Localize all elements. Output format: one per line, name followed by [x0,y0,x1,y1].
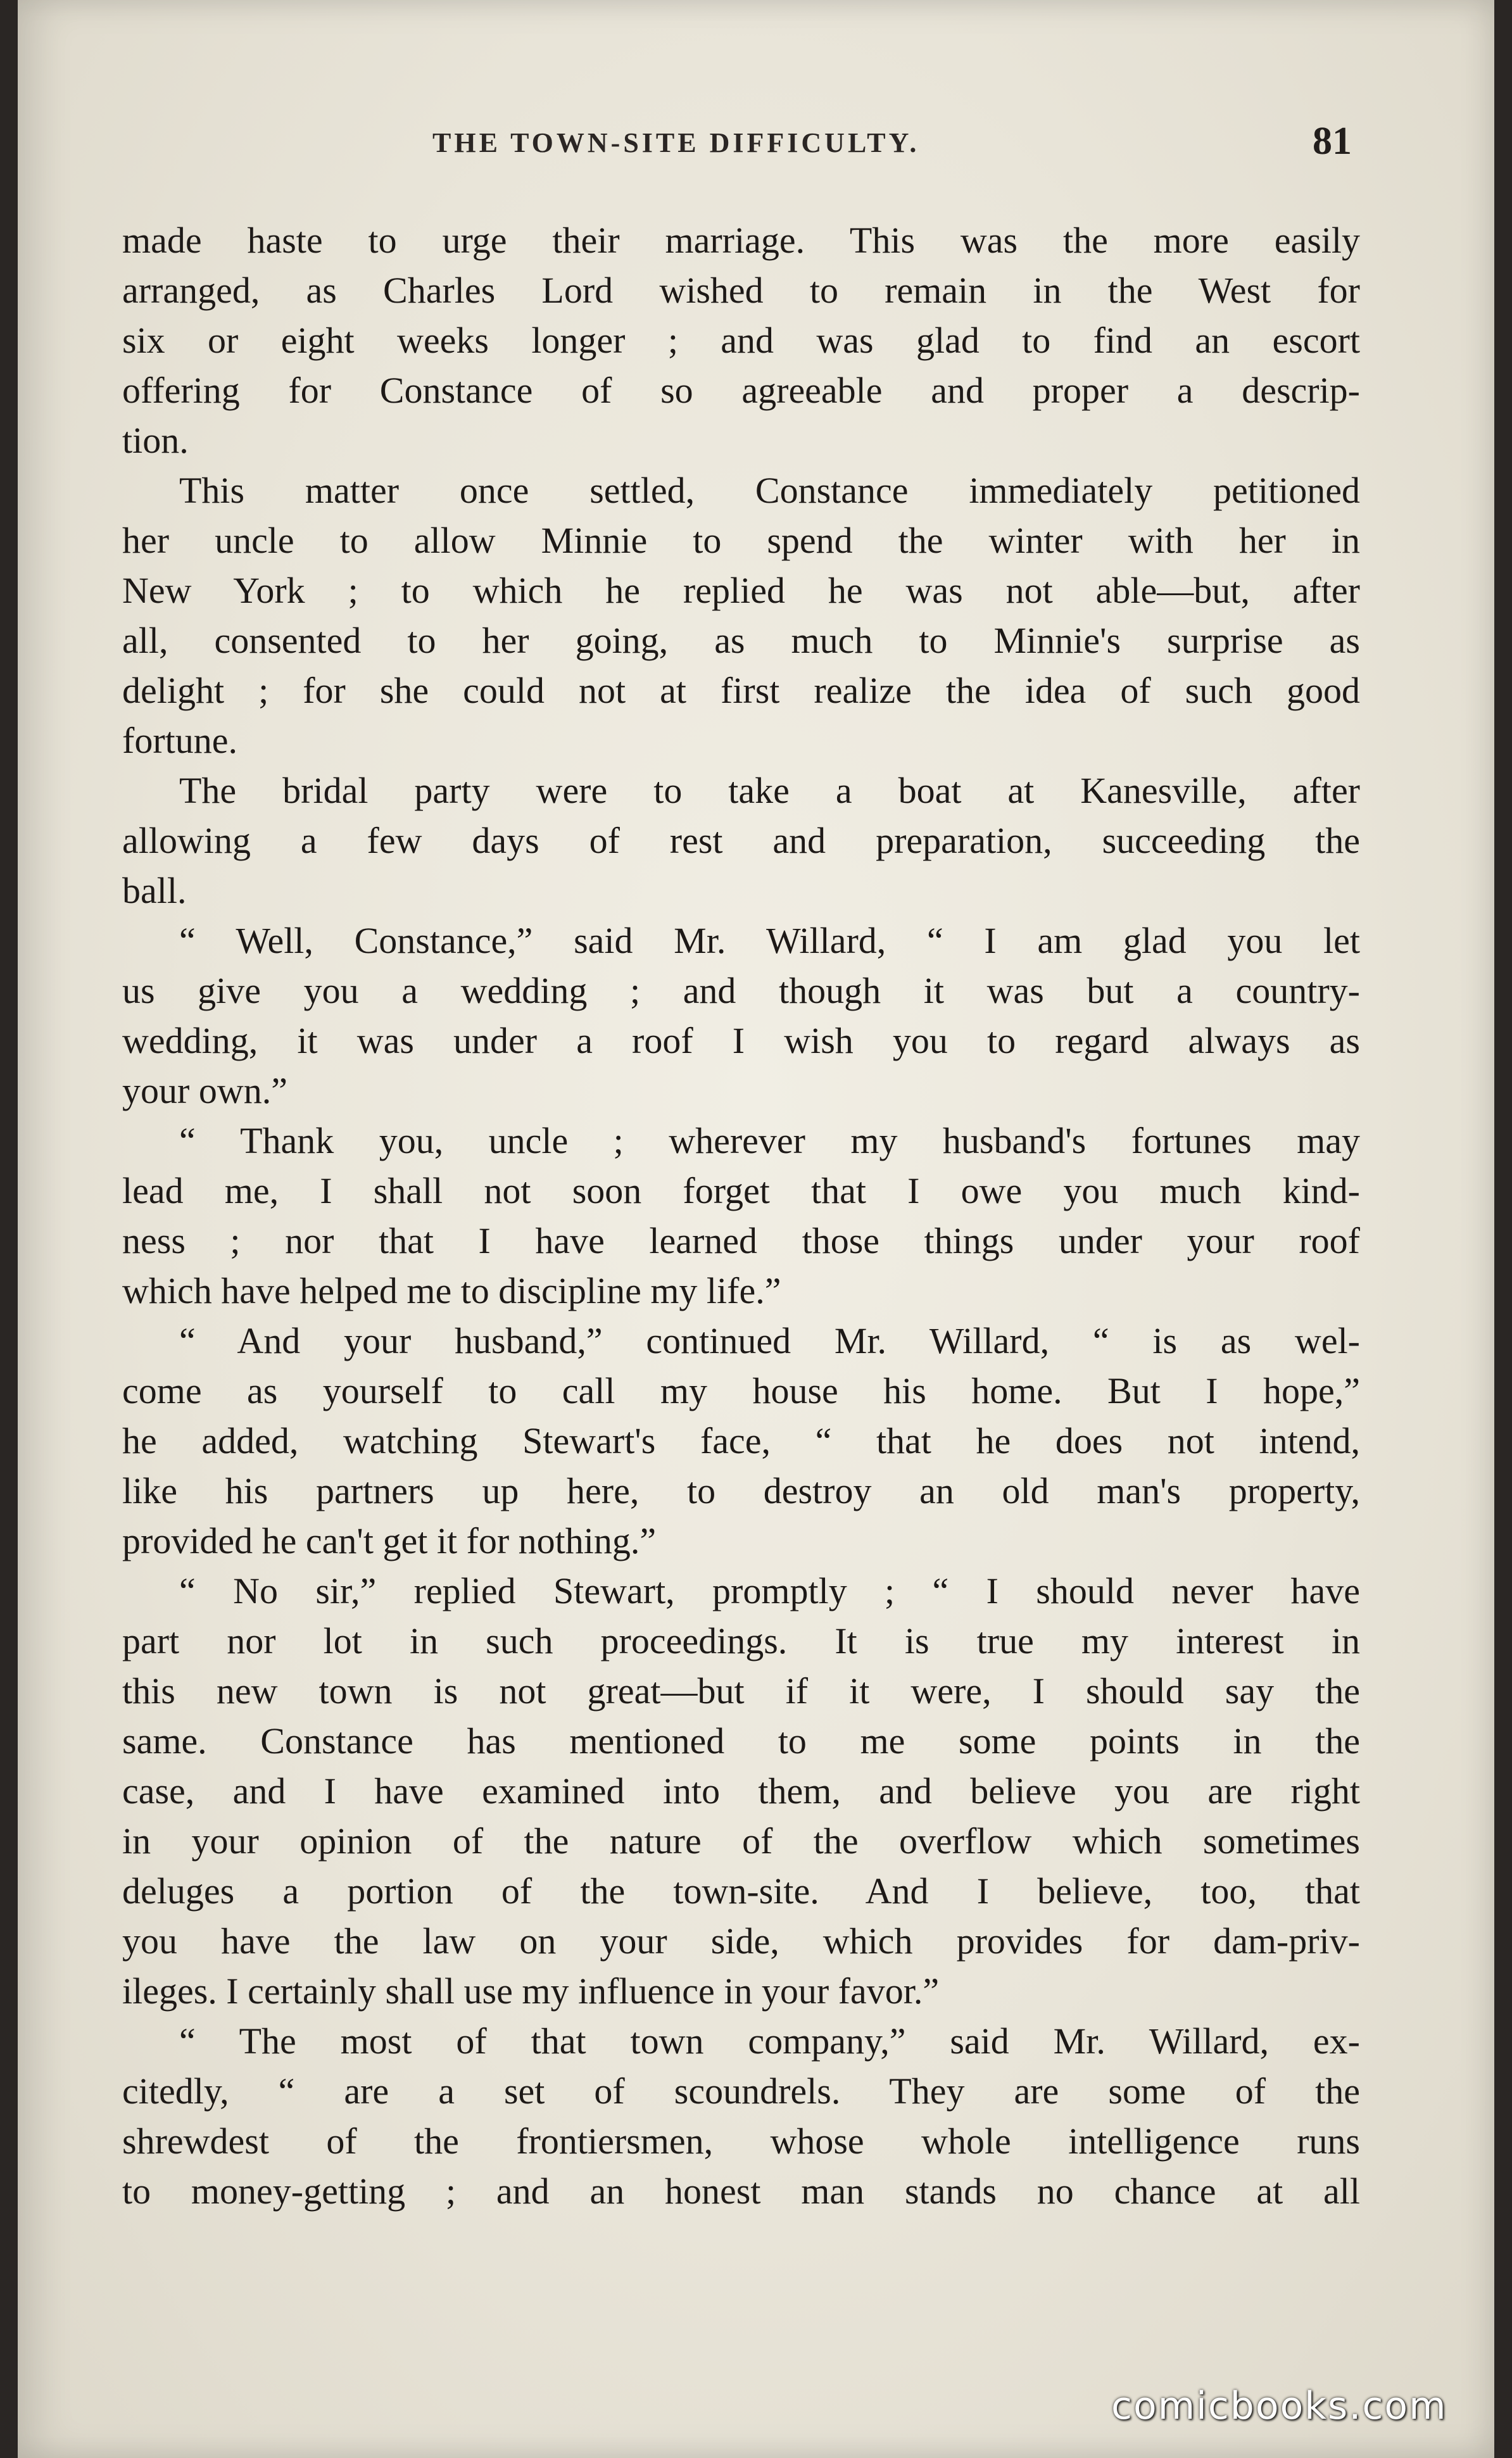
text-line: deluges a portion of the town-site. And I believe, too, that [122,1870,1360,1912]
text-line: fortune. [122,720,237,761]
text-line: shrewdest of the frontiersmen, whose whole intelligence runs [122,2121,1360,2162]
text-line: to money-getting ; and an honest man stands no chance at all [122,2171,1360,2212]
paragraph [122,1316,1360,1566]
paragraph [122,465,1360,766]
text-line: lead me, I shall not soon forget that I owe you much kind- [122,1170,1360,1211]
text-line: us give you a wedding ; and though it was but a country- [122,970,1360,1011]
page-header [18,119,1494,170]
text-line: ball. [122,870,187,911]
text-line: he added, watching Stewart's face, “ that he does not intend, [122,1420,1360,1461]
text-line: This matter once settled, Constance immediately petitioned [179,470,1360,511]
text-line: offering for Constance of so agreeable and proper a descrip- [122,370,1360,411]
text-line: “ Well, Constance,” said Mr. Willard, “ I am glad you let [179,920,1360,961]
paragraph [122,916,1360,1116]
text-line: case, and I have examined into them, and believe you are right [122,1770,1360,1812]
text-line: tion. [122,420,189,461]
text-line: “ The most of that town company,” said Mr. Willard, ex- [179,2020,1360,2062]
paragraph [122,1566,1360,2016]
text-line: part nor lot in such proceedings. It is true my interest in [122,1620,1360,1661]
text-line: like his partners up here, to destroy an old man's property, [122,1470,1360,1511]
text-line: her uncle to allow Minnie to spend the winter with her in [122,520,1360,561]
text-line: New York ; to which he replied he was not able—but, after [122,570,1360,611]
text-line: which have helped me to discipline my life.” [122,1270,781,1311]
text-line: ileges. I certainly shall use my influence in your favor.” [122,1970,940,2012]
text-line: you have the law on your side, which provides for dam-priv- [122,1920,1360,1962]
text-line: “ And your husband,” continued Mr. Willard, “ is as wel- [179,1320,1360,1361]
page-number: 81 [1313,120,1352,163]
text-line: “ No sir,” replied Stewart, promptly ; “ I should never have [179,1570,1360,1611]
text-line: citedly, “ are a set of scoundrels. They are some of the [122,2070,1360,2112]
running-head: THE TOWN-SITE DIFFICULTY. [432,127,920,158]
text-line: The bridal party were to take a boat at Kanesville, after [179,770,1360,811]
paragraph [122,215,1360,465]
watermark: comicbooks.com [1111,2384,1447,2428]
text-line: your own.” [122,1070,287,1111]
text-line: six or eight weeks longer ; and was glad to find an escort [122,320,1360,361]
text-line: come as yourself to call my house his home. But I hope,” [122,1370,1360,1411]
text-line: in your opinion of the nature of the overflow which sometimes [122,1820,1360,1862]
text-line: “ Thank you, uncle ; wherever my husband's fortunes may [179,1120,1360,1161]
text-line: wedding, it was under a roof I wish you to regard always as [122,1020,1360,1061]
text-line: made haste to urge their marriage. This was the more easily [122,220,1360,261]
text-line: delight ; for she could not at first realize the idea of such good [122,670,1360,711]
text-line: same. Constance has mentioned to me some points in the [122,1720,1360,1762]
text-line: ness ; nor that I have learned those things under your roof [122,1220,1360,1261]
body-text [122,215,1360,2216]
paragraph [122,2016,1360,2216]
text-line: provided he can't get it for nothing.” [122,1520,657,1561]
text-line: allowing a few days of rest and preparation, succeeding the [122,820,1360,861]
paragraph [122,766,1360,916]
book-page [18,0,1494,2458]
text-line: all, consented to her going, as much to Minnie's surprise as [122,620,1360,661]
text-line: arranged, as Charles Lord wished to remain in the West for [122,270,1360,311]
paragraph [122,1116,1360,1316]
text-line: this new town is not great—but if it were, I should say the [122,1670,1360,1711]
